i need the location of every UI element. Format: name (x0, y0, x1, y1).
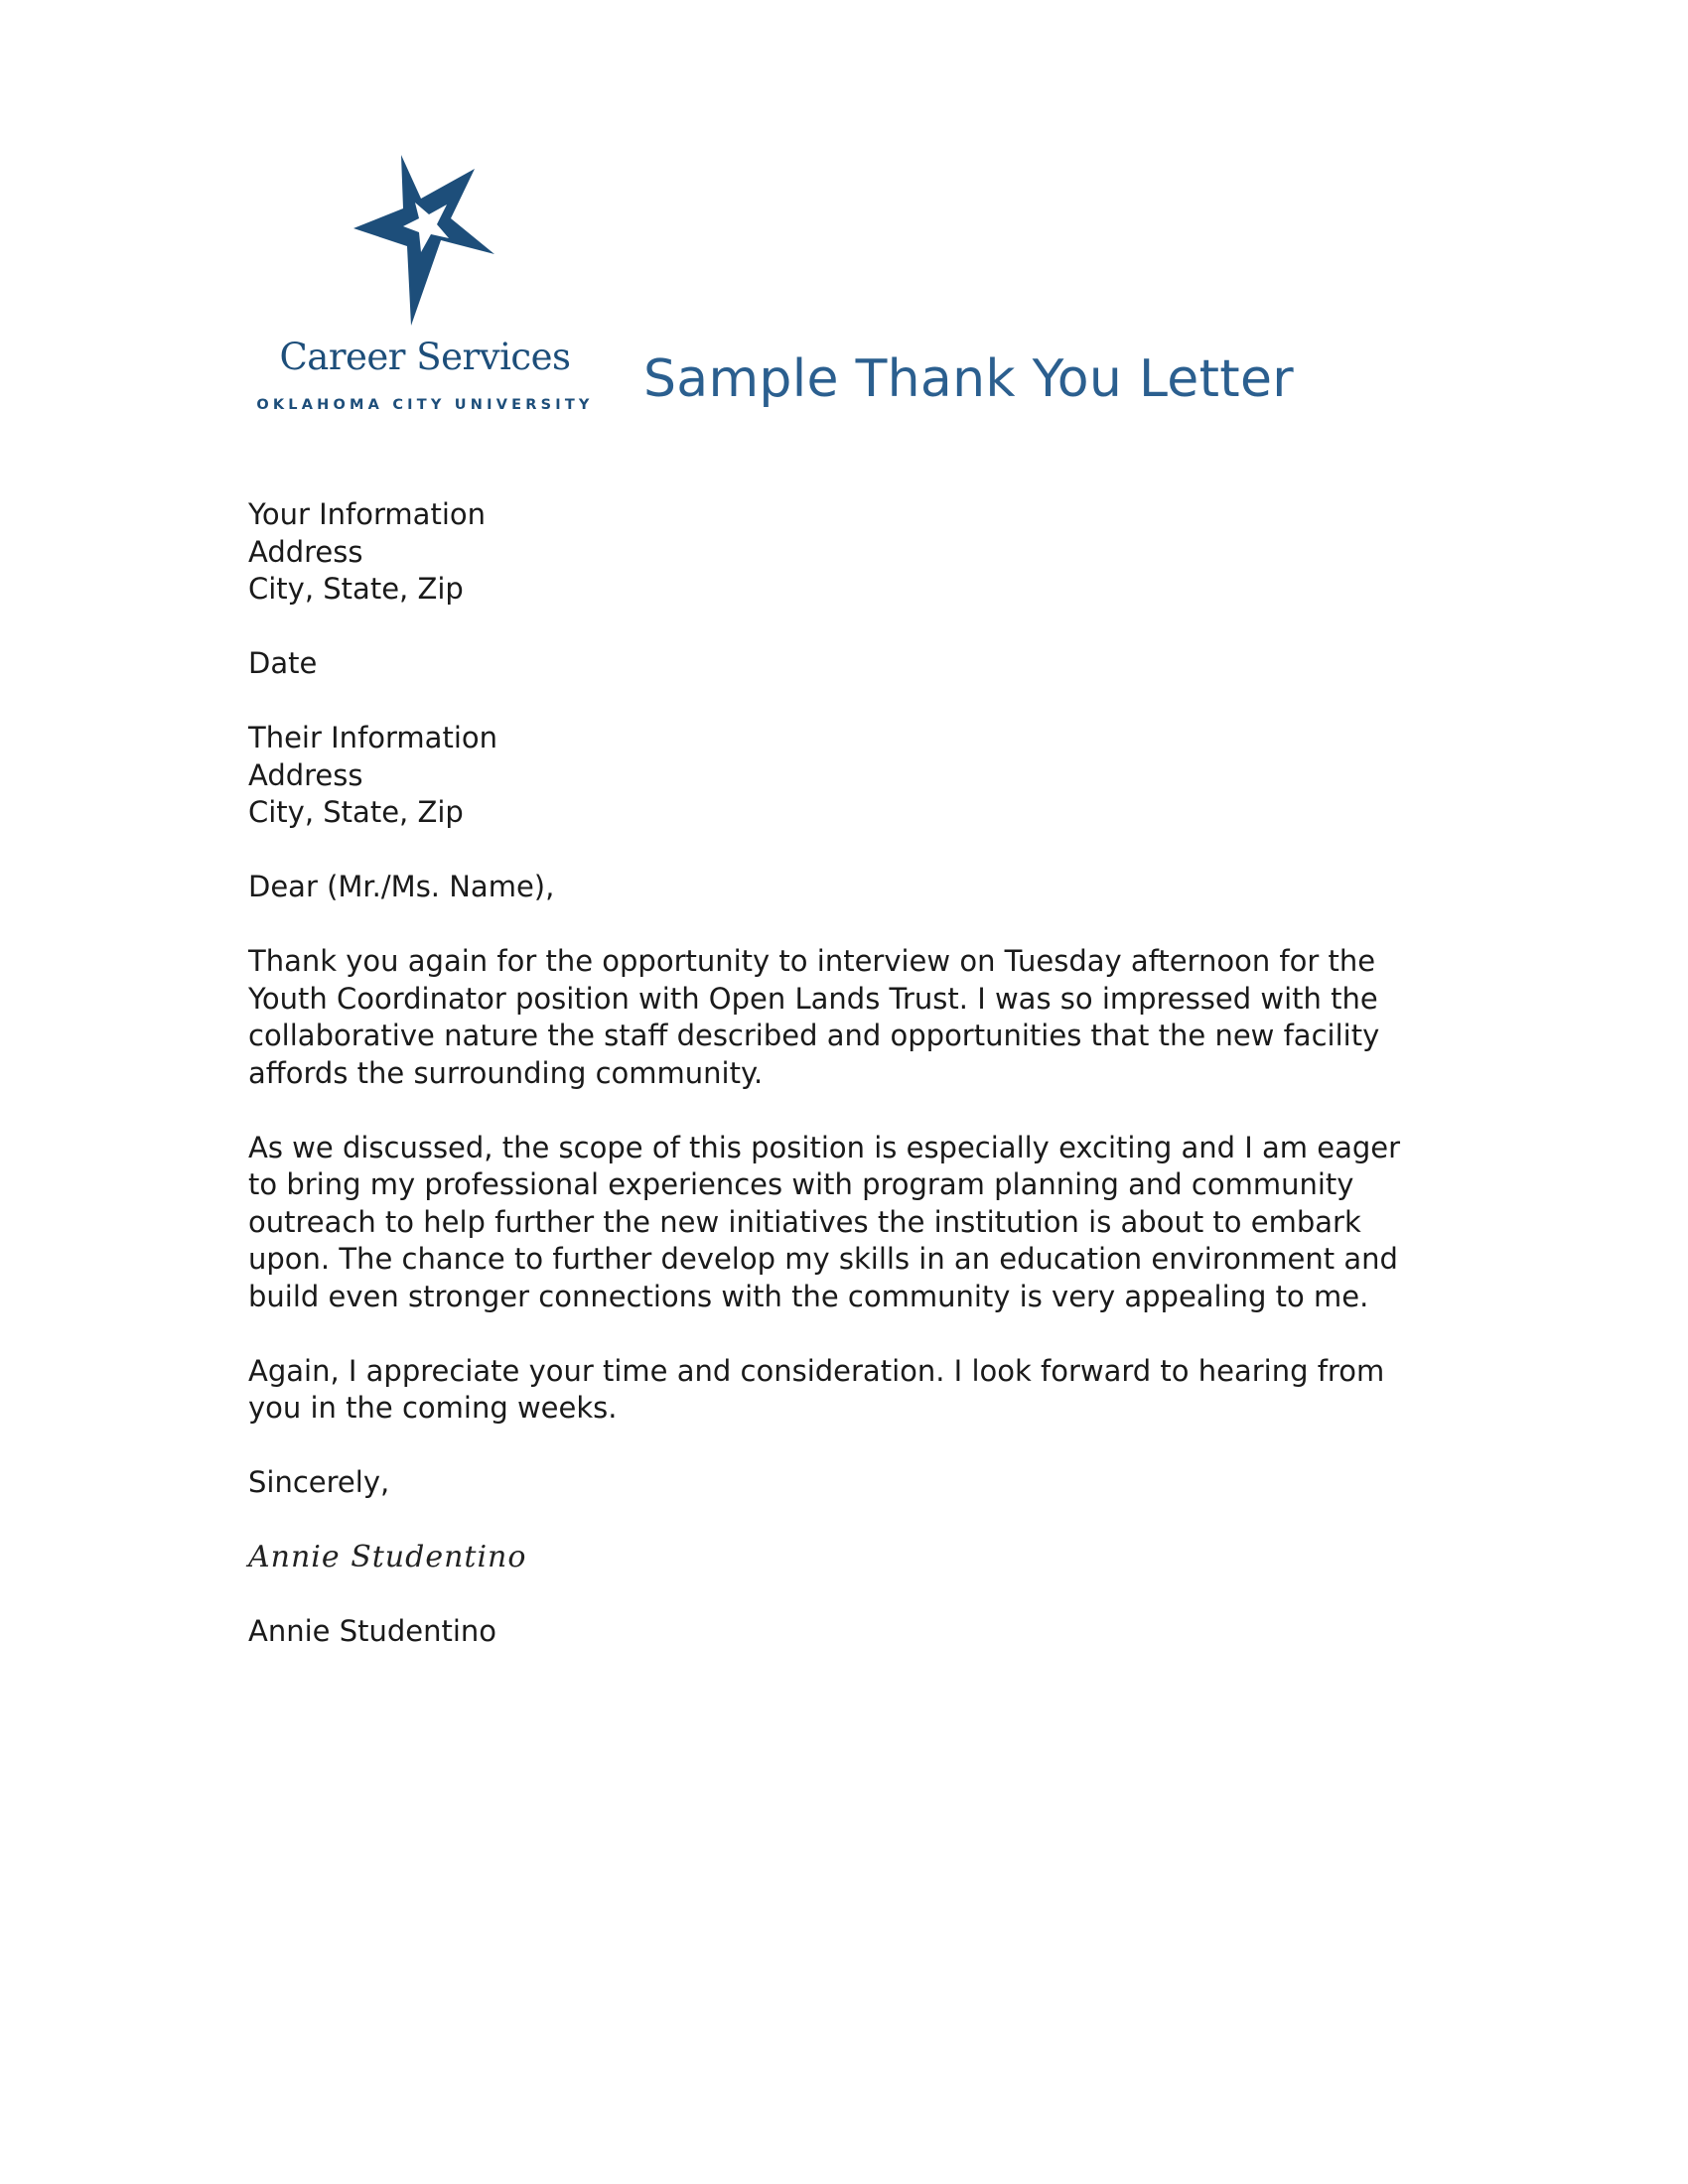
body-paragraph-2 (248, 1130, 1440, 1316)
letter-date: Date (248, 646, 318, 680)
logo-subtitle: OKLAHOMA CITY UNIVERSITY (256, 397, 594, 413)
handwritten-signature: Annie Studentino (248, 1540, 527, 1574)
closing (248, 1464, 1440, 1502)
body-paragraph-1 (248, 943, 1440, 1092)
body-paragraph-3 (248, 1353, 1440, 1428)
paragraph-line: Youth Coordinator position with Open Lands Trust. I was so impressed with the (248, 981, 1378, 1016)
sender-block (248, 496, 1440, 609)
paragraph-line: affords the surrounding community. (248, 1055, 764, 1090)
paragraph-line: build even stronger connections with the community is very appealing to me. (248, 1279, 1369, 1313)
sender-city: City, State, Zip (248, 572, 464, 606)
paragraph-line: Again, I appreciate your time and consideration. I look forward to hearing from (248, 1353, 1385, 1388)
letter-body (248, 496, 1440, 1688)
signer-block (248, 1613, 1440, 1651)
paragraph-line: upon. The chance to further develop my skills in an education environment and (248, 1242, 1398, 1276)
paragraph-line: outreach to help further the new initiatives the institution is about to embark (248, 1204, 1361, 1239)
signer-name: Annie Studentino (248, 1614, 497, 1648)
recipient-address: Address (248, 757, 363, 792)
page-title: Sample Thank You Letter (643, 349, 1294, 409)
paragraph-line: As we discussed, the scope of this position is especially exciting and I am eager (248, 1130, 1401, 1164)
date-block (248, 645, 1440, 683)
closing-text: Sincerely, (248, 1465, 390, 1499)
sender-name: Your Information (248, 497, 486, 531)
paragraph-line: to bring my professional experiences with program planning and community (248, 1167, 1354, 1201)
paragraph-line: collaborative nature the staff described and opportunities that the new facility (248, 1019, 1380, 1052)
recipient-name: Their Information (248, 721, 498, 754)
logo-title: Career Services (279, 336, 571, 378)
paragraph-line: you in the coming weeks. (248, 1391, 618, 1425)
salutation (248, 869, 1440, 906)
paragraph-line: Thank you again for the opportunity to interview on Tuesday afternoon for the (248, 944, 1376, 978)
star-icon (346, 149, 504, 328)
recipient-block (248, 720, 1440, 832)
salutation-text: Dear (Mr./Ms. Name), (248, 870, 555, 903)
sender-address: Address (248, 534, 363, 569)
career-services-logo (256, 149, 594, 427)
recipient-city: City, State, Zip (248, 795, 464, 829)
